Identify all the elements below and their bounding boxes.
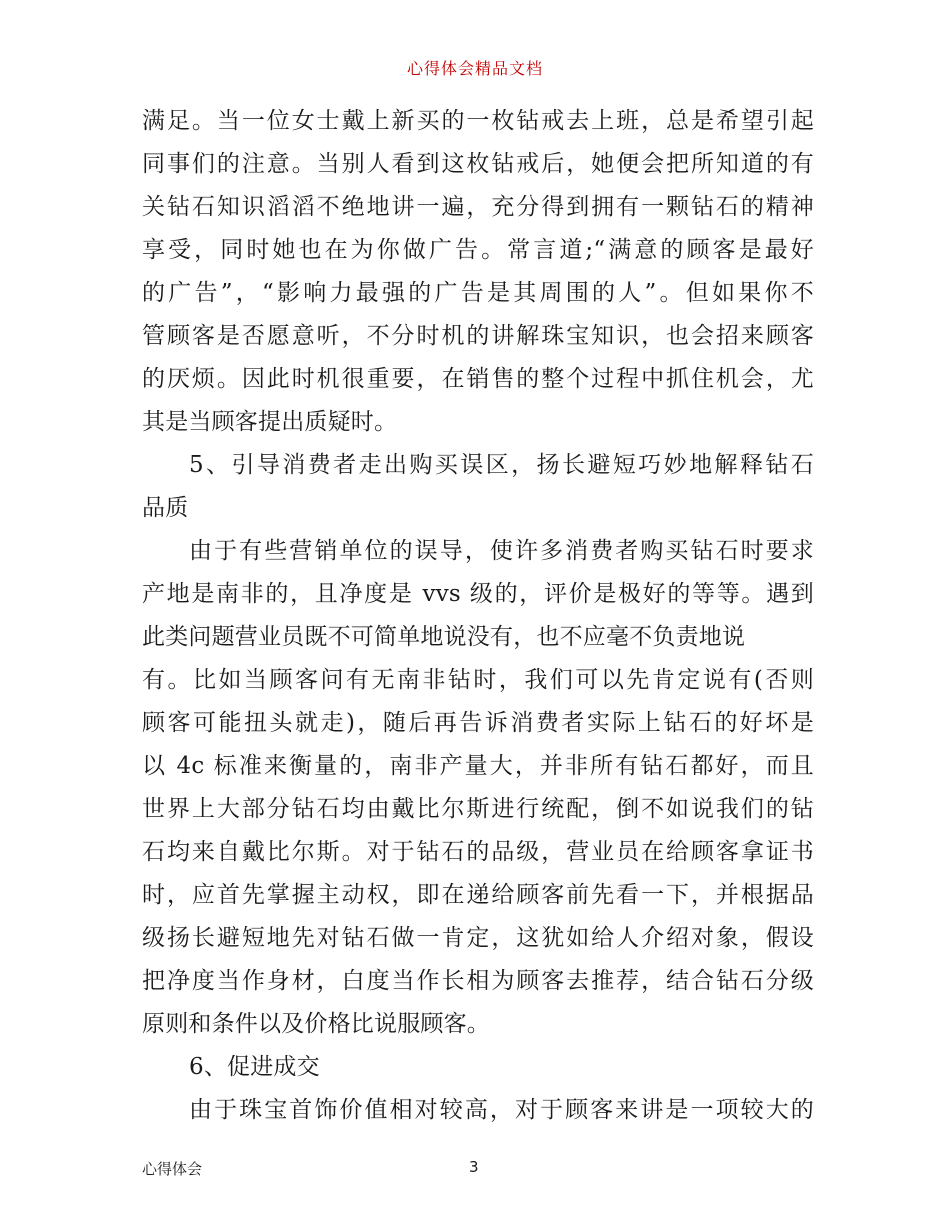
text-line: 产地是南非的，且净度是 vvs 级的，评价是极好的等等。遇到 <box>142 581 814 607</box>
text-line: 原则和条件以及价格比说服顾客。 <box>142 1011 490 1037</box>
text-line: 的厌烦。因此时机很重要，在销售的整个过程中抓住机会，尤 <box>142 366 814 392</box>
text-line: 管顾客是否愿意听，不分时机的讲解珠宝知识，也会招来顾客 <box>142 323 814 349</box>
footer-label: 心得体会 <box>142 1160 203 1178</box>
text-line: 此类问题营业员既不可简单地说没有，也不应毫不负责地说 <box>142 624 746 650</box>
text-line: 的广告”，“影响力最强的广告是其周围的人”。但如果你不 <box>142 280 814 306</box>
text-line: 顾客可能扭头就走)，随后再告诉消费者实际上钻石的好坏是 <box>142 710 814 736</box>
text-line: 同事们的注意。当别人看到这枚钻戒后，她便会把所知道的有 <box>142 151 814 177</box>
section-heading-6: 6、促进成交 <box>189 1054 320 1080</box>
section-heading-5-cont: 品质 <box>142 495 189 521</box>
page-header-title: 心得体会精品文档 <box>406 59 543 78</box>
text-line: 级扬长避短地先对钻石做一肯定，这犹如给人介绍对象，假设 <box>142 925 814 951</box>
text-line: 有。比如当顾客问有无南非钻时，我们可以先肯定说有(否则 <box>142 667 814 693</box>
text-line: 以 4c 标准来衡量的，南非产量大，并非所有钻石都好，而且 <box>142 753 814 779</box>
section-heading-5: 5、引导消费者走出购买误区，扬长避短巧妙地解释钻石 <box>189 452 814 478</box>
page-number: 3 <box>469 1158 479 1176</box>
text-line: 享受，同时她也在为你做广告。常言道;“满意的顾客是最好 <box>142 237 814 263</box>
document-body <box>142 100 814 1132</box>
text-line: 关钻石知识滔滔不绝地讲一遍，充分得到拥有一颗钻石的精神 <box>142 194 814 220</box>
text-line: 由于珠宝首饰价值相对较高，对于顾客来讲是一项较大的 <box>189 1097 814 1123</box>
text-line: 其是当顾客提出质疑时。 <box>142 409 398 435</box>
text-line: 石均来自戴比尔斯。对于钻石的品级，营业员在给顾客拿证书 <box>142 839 814 865</box>
text-line: 满足。当一位女士戴上新买的一枚钻戒去上班，总是希望引起 <box>142 108 814 134</box>
text-line: 时，应首先掌握主动权，即在递给顾客前先看一下，并根据品 <box>142 882 814 908</box>
text-line: 世界上大部分钻石均由戴比尔斯进行统配，倒不如说我们的钻 <box>142 796 814 822</box>
text-line: 把净度当作身材，白度当作长相为顾客去推荐，结合钻石分级 <box>142 968 814 994</box>
text-line: 由于有些营销单位的误导，使许多消费者购买钻石时要求 <box>189 538 814 564</box>
